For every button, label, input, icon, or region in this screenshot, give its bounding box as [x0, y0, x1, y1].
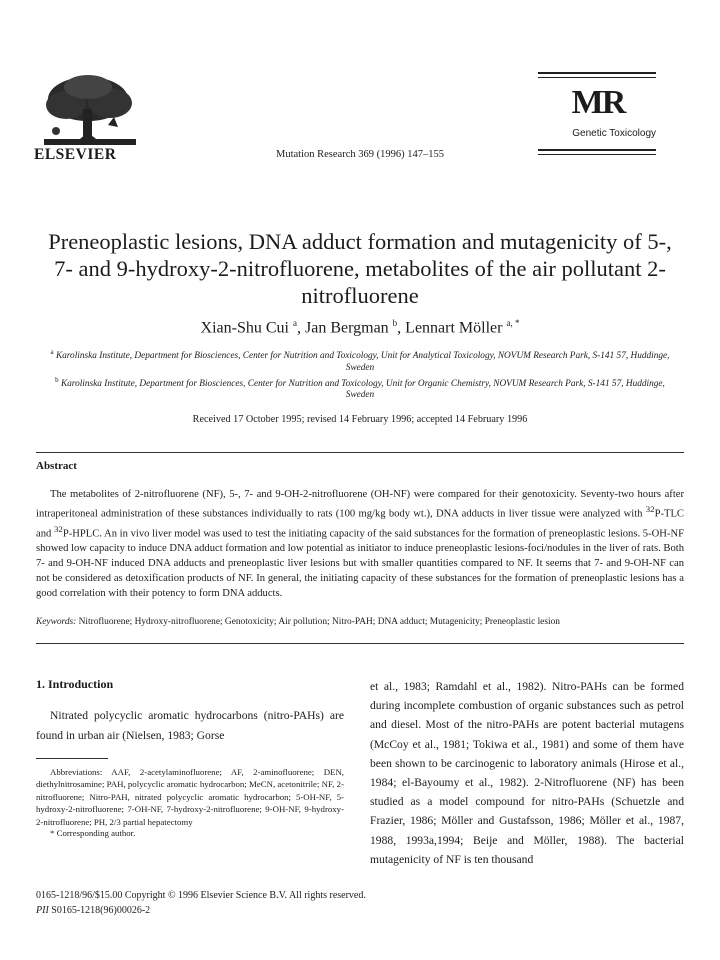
author-separator: , — [296, 319, 305, 337]
isotope-superscript: 32 — [53, 523, 63, 534]
journal-rule-bottom-thin — [538, 154, 656, 155]
abstract-rule-top — [36, 452, 684, 453]
article-title: Preneoplastic lesions, DNA adduct formation and mutagenicity of 5-, 7- and 9-hydroxy-2-nitrofluorene, metabolites of the air pollutant 2-nitrofluorene — [48, 229, 672, 308]
isotope-superscript: 32 — [645, 504, 655, 514]
abstract-text-part: P-TLC and — [36, 508, 684, 540]
pii-line — [36, 905, 150, 916]
journal-logo-text: MR — [571, 84, 625, 120]
abstract-text-part: P-HPLC. An in vivo liver model was used to test the initiating capacity of the said substances for the formation of preneoplastic lesions. 5-OH-NF showed low capacity to induce DNA adduct formation and low potential as initiator to induce preneoplastic lesions-foci/nodules in the liver of rats. Both 7- and 9-OH-NF induced DNA adducts and preneoplastic liver lesions but with smaller quantities compared to NF. It seems that 7- and 9-OH-NF can not be considered as detoxification products of NF. In general, the initiating capacity of these substances for the formation of preneoplastic lesions has a good correlation with their potency to form DNA adducts. — [36, 528, 685, 600]
journal-logo — [556, 80, 640, 120]
affiliation-text: Karolinska Institute, Department for Biosciences, Center for Nutrition and Toxicology, Unit for Analytical Toxicology, NOVUM Research Park, S-141 57, Huddinge, Sweden — [55, 351, 670, 373]
keywords-label: Keywords: — [36, 617, 77, 627]
abstract-heading: Abstract — [36, 460, 77, 472]
received-dates: Received 17 October 1995; revised 14 February 1996; accepted 14 February 1996 — [192, 414, 528, 425]
author-name: Jan Bergman — [304, 319, 389, 337]
intro-continued: et al., 1983; Ramdahl et al., 1982). Nitro-PAHs can be formed during incomplete combustion of organic substances such as petrol and diesel. Most of the nitro-PAHs are potent bacterial mutagens (McCoy et al., 1981; Tokiwa et al., 1981) and some of them have been shown to be carcinogenic to laboratory animals (Hirose et al., 1984; el-Bayoumy et al., 1982). 2-Nitrofluorene (NF) has been studied as a model compound for nitro-PAHs (Schuetzle and Frazier, 1986; Möller and Gustafsson, 1986; Möller et al., 1987, 1988, 1993a,1994; Beije and Möller, 1988). The bacterial mutagenicity of NF is ten thousand — [370, 680, 684, 866]
author-list — [0, 318, 720, 337]
keywords-text: Nitrofluorene; Hydroxy-nitrofluorene; Genotoxicity; Air pollution; Nitro-PAH; DNA adduct; Mutagenicity; Preneoplastic lesion — [76, 617, 560, 627]
footnote-abbreviations: Abbreviations: AAF, 2-acetylaminofluorene; AF, 2-aminofluorene; DEN, diethylnitrosamine; PAH, polycyclic aromatic hydrocarbon; MeCN, acetonitrile; NF, 2-nitrofluorene; Nitro-PAH, nitrated polycyclic aromatic hydrocarbon; 5-OH-NF, 5-hydroxy-2-nitrofluorene; 7-OH-NF, 7-hydroxy-2-nitrofluorene; 9-OH-NF, 9-hydroxy-2-nitrofluorene; PH, 2/3 partial hepatectomy — [36, 767, 344, 827]
footnote-corresponding: * Corresponding author. — [50, 828, 136, 838]
author-affiliation-mark: a, * — [506, 318, 520, 328]
keywords — [36, 617, 684, 627]
author-name: Lennart Möller — [405, 319, 503, 337]
affiliation — [50, 347, 670, 374]
affiliation — [50, 375, 670, 402]
intro-paragraph: Nitrated polycyclic aromatic hydrocarbons (nitro-PAHs) are found in urban air (Nielsen, 1983; Gorse — [36, 709, 344, 742]
affiliation-mark: a — [50, 348, 54, 356]
pii-label: PII — [36, 905, 49, 916]
author-affiliation-mark: a — [292, 318, 297, 328]
elsevier-tree-logo — [36, 73, 144, 153]
abstract-text — [36, 487, 684, 601]
journal-citation: Mutation Research 369 (1996) 147–155 — [276, 149, 444, 160]
publisher-name: ELSEVIER — [34, 146, 117, 163]
abstract-rule-bottom — [36, 643, 684, 644]
affiliation-text: Karolinska Institute, Department for Biosciences, Center for Nutrition and Toxicology, Unit for Organic Chemistry, NOVUM Research Park, S-141 57, Huddinge, Sweden — [60, 379, 665, 401]
pii-value: S0165-1218(96)00026-2 — [48, 905, 151, 916]
copyright-line: 0165-1218/96/$15.00 Copyright © 1996 Elsevier Science B.V. All rights reserved. — [36, 890, 366, 901]
section-heading: 1. Introduction — [36, 677, 114, 691]
footnote-rule — [36, 758, 108, 759]
author-separator: , — [397, 319, 406, 337]
author-affiliation-mark: b — [392, 318, 398, 328]
affiliation-mark: b — [55, 375, 59, 384]
journal-rule-top — [538, 72, 656, 74]
journal-rule-bottom — [538, 149, 656, 151]
affiliations — [50, 347, 670, 403]
abstract-text-part: The metabolites of 2-nitrofluorene (NF), 5-, 7- and 9-OH-2-nitrofluorene (OH-NF) were compared for their genotoxicity. Seventy-two hours after intraperitoneal administration of these substances individually to rats (100 mg/kg body wt.), DNA adducts in liver tissue were analyzed with — [36, 489, 684, 520]
author-name: Xian-Shu Cui — [200, 319, 289, 337]
journal-section: Genetic Toxicology — [572, 128, 656, 139]
journal-rule-top-thin — [538, 77, 656, 78]
